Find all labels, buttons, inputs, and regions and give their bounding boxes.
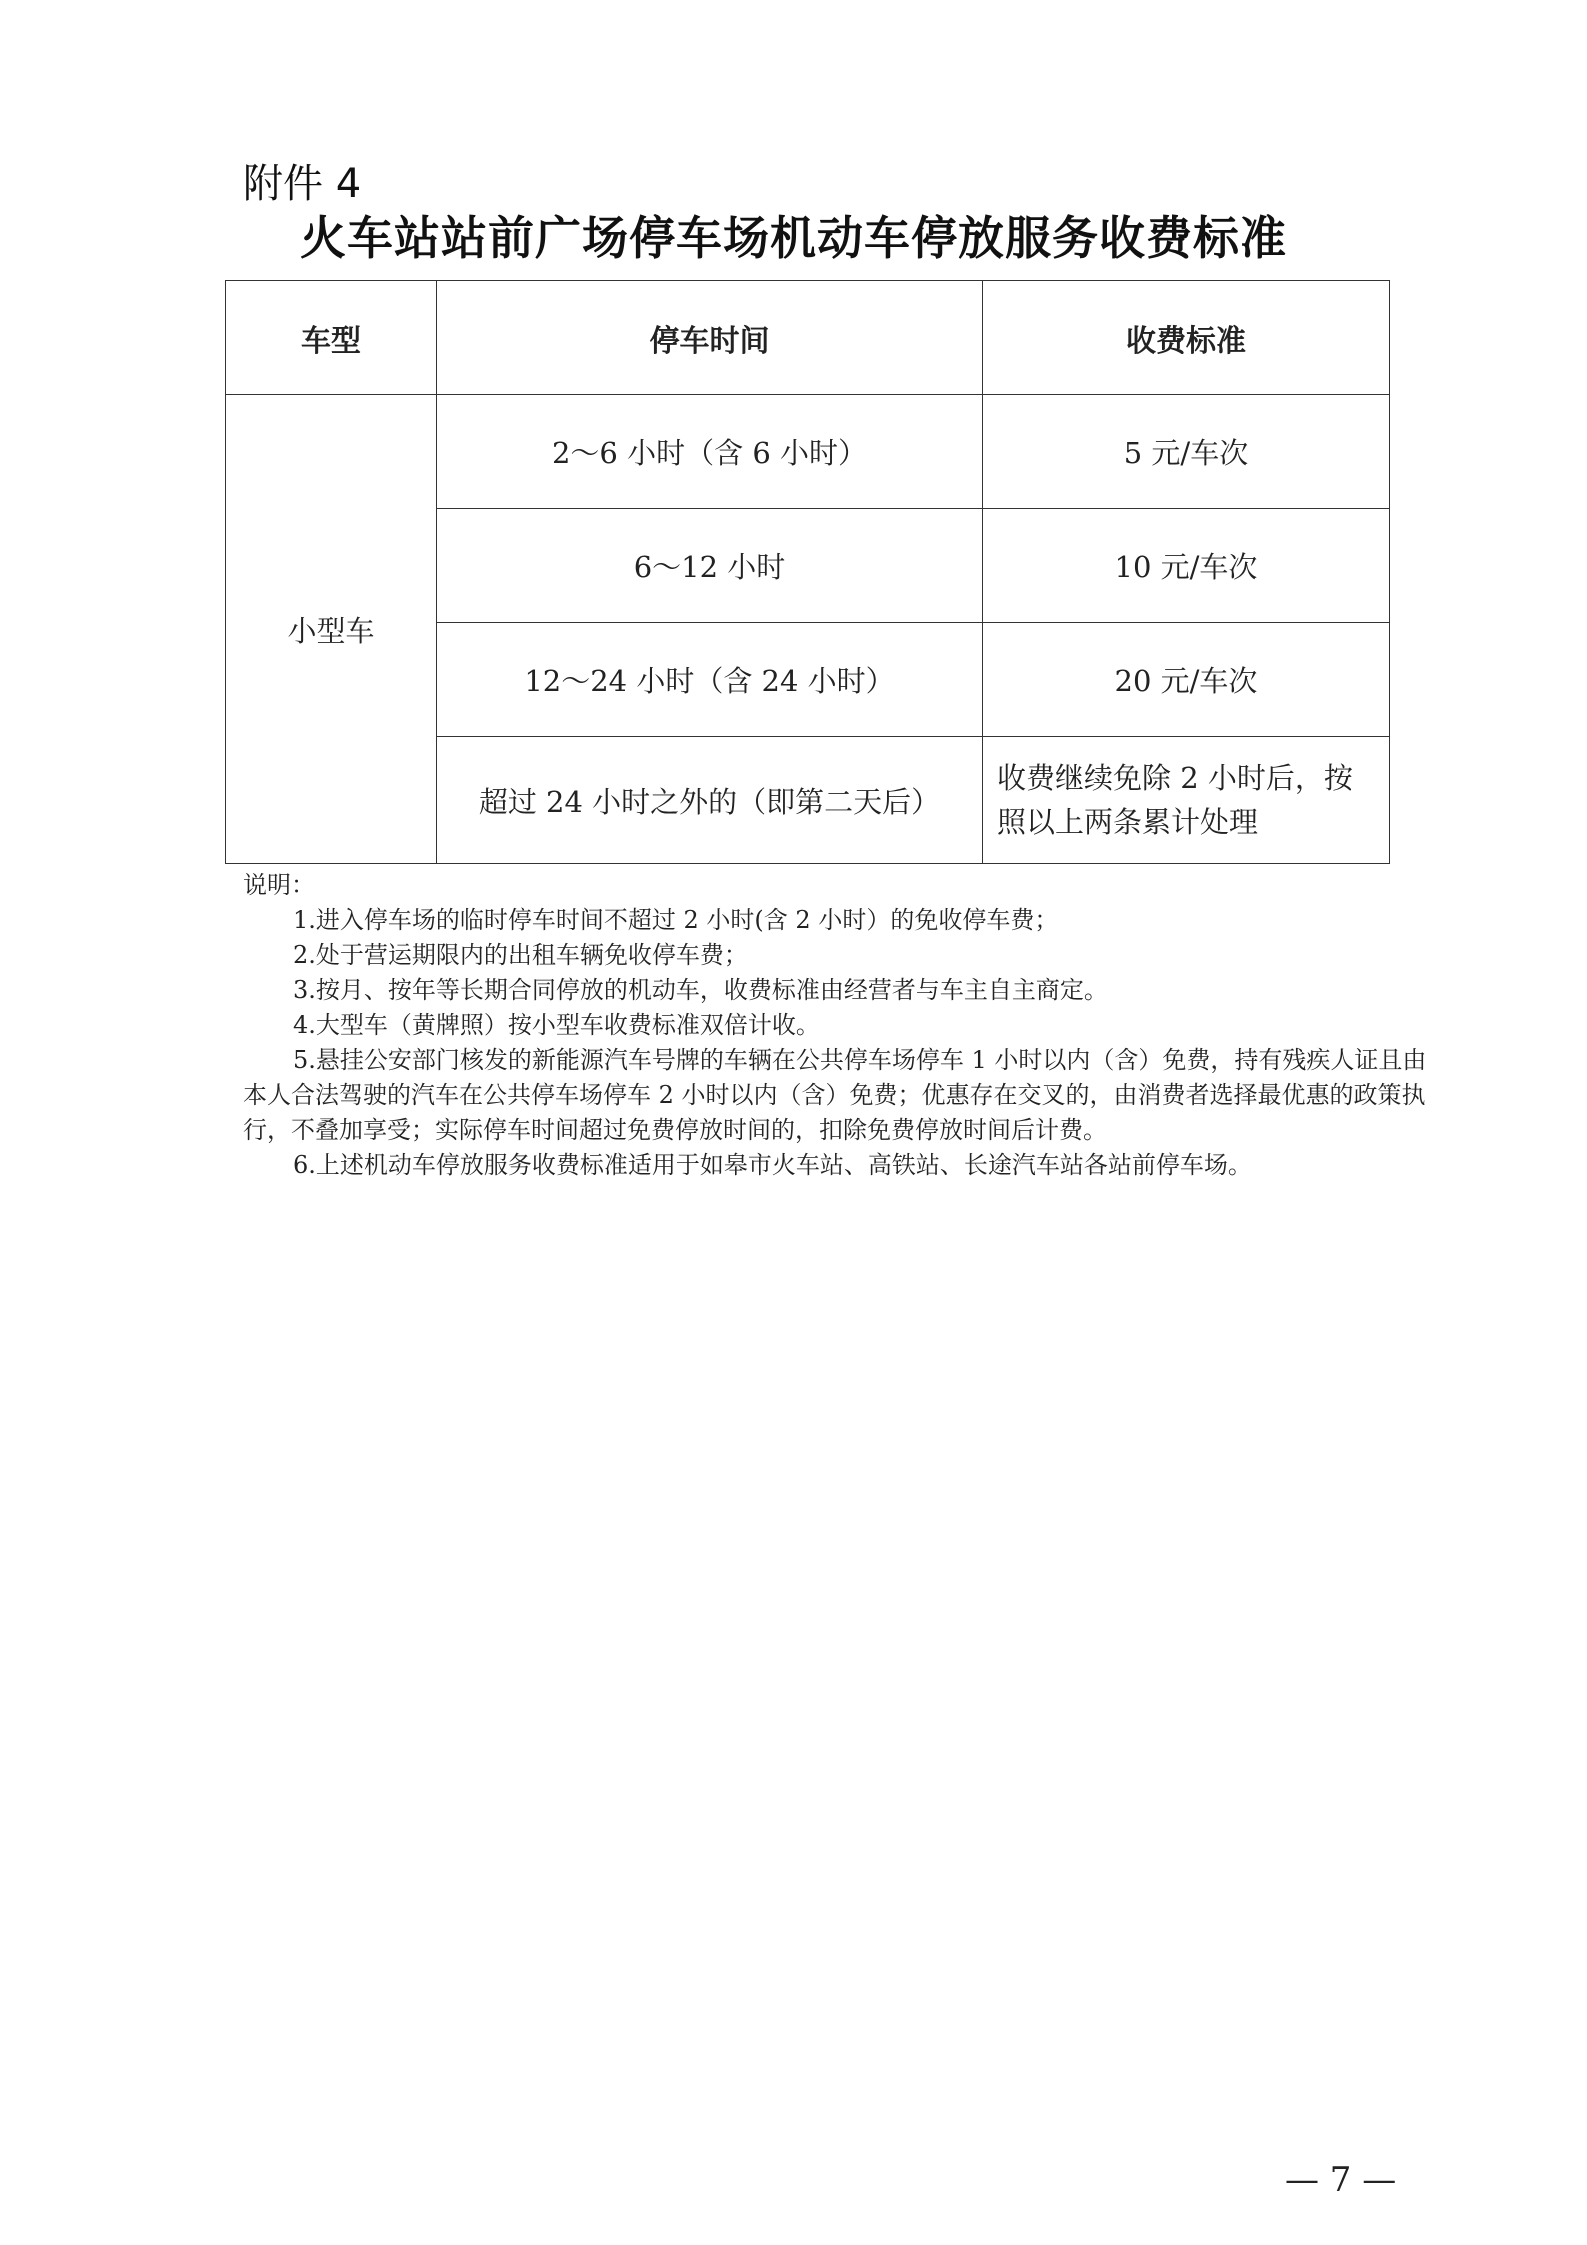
fee-table <box>225 280 1390 864</box>
time-cell: 2～6 小时（含 6 小时） <box>437 395 983 509</box>
header-vehicle-type: 车型 <box>226 281 437 395</box>
table-header-row <box>226 281 1390 395</box>
time-cell: 12～24 小时（含 24 小时） <box>437 623 983 737</box>
note-item: 3.按月、按年等长期合同停放的机动车，收费标准由经营者与车主自主商定。 <box>293 976 1108 1004</box>
fee-cell: 20 元/车次 <box>983 623 1390 737</box>
page-number: — 7 — <box>1285 2160 1397 2200</box>
fee-cell: 10 元/车次 <box>983 509 1390 623</box>
note-item: 5.悬挂公安部门核发的新能源汽车号牌的车辆在公共停车场停车 1 小时以内（含）免费，持有残疾人证且由本人合法驾驶的汽车在公共停车场停车 2 小时以内（含）免费；优惠存在交叉的，由消费者选择最优惠的政策执行，不叠加享受；实际停车时间超过免费停放时间的，扣除免费停放时间后计费。 <box>243 1046 1427 1144</box>
header-parking-time: 停车时间 <box>437 281 983 395</box>
note-item: 4.大型车（黄牌照）按小型车收费标准双倍计收。 <box>293 1011 820 1039</box>
fee-cell: 5 元/车次 <box>983 395 1390 509</box>
time-cell: 超过 24 小时之外的（即第二天后） <box>437 737 983 864</box>
vehicle-type-cell: 小型车 <box>226 395 437 864</box>
notes-heading: 说明： <box>243 871 315 899</box>
note-item: 1.进入停车场的临时停车时间不超过 2 小时(含 2 小时）的免收停车费； <box>293 906 1059 934</box>
note-item: 6.上述机动车停放服务收费标准适用于如皋市火车站、高铁站、长途汽车站各站前停车场。 <box>293 1151 1252 1179</box>
note-item: 2.处于营运期限内的出租车辆免收停车费； <box>293 941 748 969</box>
attachment-label: 附件 4 <box>243 161 362 207</box>
fee-cell: 收费继续免除 2 小时后，按照以上两条累计处理 <box>983 737 1390 864</box>
table-row <box>226 395 1390 509</box>
time-cell: 6～12 小时 <box>437 509 983 623</box>
header-fee-standard: 收费标准 <box>983 281 1390 395</box>
notes-section <box>243 868 1443 1183</box>
page-title: 火车站站前广场停车场机动车停放服务收费标准 <box>300 211 1287 265</box>
